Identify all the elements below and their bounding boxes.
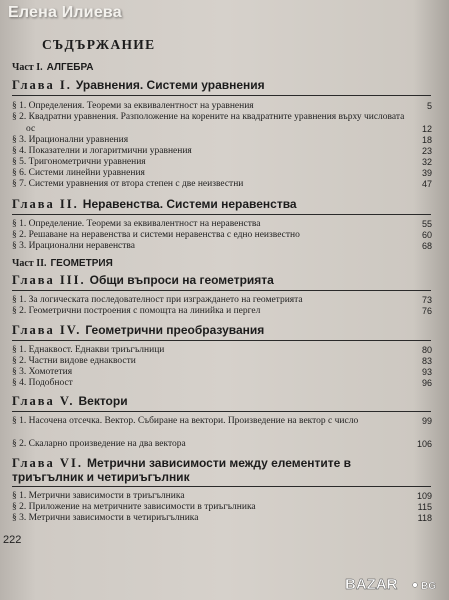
toc-entry: § 3. Метрични зависимости в четириъгълника 118: [12, 513, 432, 523]
chapter-divider: [12, 95, 431, 96]
chapter-heading: [12, 394, 432, 409]
toc-title: СЪДЪРЖАНИЕ: [42, 37, 156, 52]
chapter-divider: [12, 486, 431, 487]
page-ref: 5: [426, 101, 432, 111]
part-label: Част II.: [12, 258, 47, 269]
chapter-heading: [12, 197, 432, 212]
svg-text:BAZAR: BAZAR: [345, 576, 398, 593]
chapter-title: Вектори: [78, 394, 128, 408]
toc-entry: § 1. Еднаквост. Еднакви триъгълници 80: [12, 345, 432, 355]
toc-entry: § 1. Насочена отсечка. Вектор. Събиране на вектори. Произведение на вектор с число 99: [12, 416, 432, 426]
chapter-title: Общи въпроси на геометрията: [89, 273, 274, 287]
chapter-label: Глава V.: [12, 394, 75, 408]
toc-entry: § 1. Определения. Теореми за еквивалентност на уравнения 5: [12, 101, 432, 111]
toc-entry: § 2. Скаларно произведение на два вектора 106: [12, 439, 432, 449]
part-label: Част I.: [12, 62, 43, 73]
watermark-text: Елена Илиева: [8, 4, 122, 21]
page-ref: 60: [421, 230, 432, 240]
bazar-logo: [345, 574, 441, 594]
toc-entry: § 2. Частни видове еднаквости 83: [12, 356, 432, 366]
chapter-title: Геометрични преобразувания: [85, 323, 265, 337]
page-ref: 73: [421, 295, 432, 305]
chapter-label: Глава II.: [12, 197, 79, 211]
chapter-title: Уравнения. Системи уравнения: [75, 78, 265, 92]
toc-entry: § 2. Приложение на метричните зависимости в триъгълника 115: [12, 502, 432, 512]
part-name: АЛГЕБРА: [46, 62, 94, 73]
chapter-heading: [12, 323, 432, 338]
chapter-label: Глава IV.: [12, 323, 82, 337]
toc-entry: § 1. Определение. Теореми за еквивалентност на неравенства 55: [12, 219, 432, 229]
page-ref: 55: [421, 219, 432, 229]
page-number: 222: [3, 534, 22, 546]
toc-entry: § 5. Тригонометрични уравнения 32: [12, 157, 432, 167]
page-ref: 96: [421, 378, 432, 388]
part-heading: [12, 62, 94, 73]
toc-entry: § 4. Показателни и логаритмични уравнения 23: [12, 146, 432, 156]
toc-entry: § 3. Ирационални уравнения 18: [12, 135, 432, 145]
page-ref: 109: [416, 491, 432, 501]
chapter-divider: [12, 290, 431, 291]
page-ref: 118: [417, 513, 432, 523]
toc-entry: § 7. Системи уравнения от втора степен с две неизвестни 47: [12, 179, 432, 189]
page-ref: 106: [416, 439, 432, 449]
svg-text:BG: BG: [421, 581, 436, 592]
page-ref: 115: [417, 502, 432, 512]
toc-entry: § 2. Геометрични построения с помощта на линийка и пергел 76: [12, 306, 432, 316]
chapter-label: Глава III.: [12, 273, 86, 287]
toc-entry: § 2. Решаване на неравенства и системи неравенства с едно неизвестно 60: [12, 230, 432, 240]
chapter-title: Неравенства. Системи неравенства: [82, 197, 297, 211]
page-ref: 12: [421, 123, 432, 134]
page-ref: 93: [421, 367, 432, 377]
part-name: ГЕОМЕТРИЯ: [50, 258, 113, 269]
chapter-divider: [12, 214, 431, 215]
page-ref: 18: [421, 135, 432, 145]
page-ref: 76: [421, 306, 432, 316]
page-ref: 32: [421, 157, 432, 167]
chapter-heading: [12, 78, 432, 93]
page-ref: 47: [421, 179, 432, 189]
page-ref: 99: [421, 416, 432, 426]
toc-entry: § 3. Хомотетия 93: [12, 367, 432, 377]
toc-entry: § 1. Метрични зависимости в триъгълника 109: [12, 491, 432, 501]
page-ref: 83: [421, 356, 432, 366]
page-ref: 23: [421, 146, 432, 156]
chapter-title: Метрични зависимости между елементите в триъгълник и четириъгълник: [12, 456, 352, 484]
toc-entry: § 1. За логическата последователност при изграждането на геометрията 73: [12, 295, 432, 305]
chapter-divider: [12, 340, 431, 341]
chapter-label: Глава VI.: [12, 456, 83, 470]
page-ref: 68: [421, 241, 432, 251]
part-heading: [12, 258, 113, 269]
page-ref: 80: [421, 345, 432, 355]
chapter-divider: [12, 411, 431, 412]
toc-entry: § 4. Подобност 96: [12, 378, 432, 388]
page-ref: 39: [421, 168, 432, 178]
chapter-heading: [12, 456, 412, 484]
toc-entry: § 2. Квадратни уравнения. Разположение на корените на квадратните уравнения върху числовата ос 12: [12, 112, 432, 134]
chapter-heading: [12, 273, 432, 288]
toc-entry: § 6. Системи линейни уравнения 39: [12, 168, 432, 178]
chapter-label: Глава I.: [12, 78, 72, 92]
toc-entry: § 3. Ирационални неравенства 68: [12, 241, 432, 251]
